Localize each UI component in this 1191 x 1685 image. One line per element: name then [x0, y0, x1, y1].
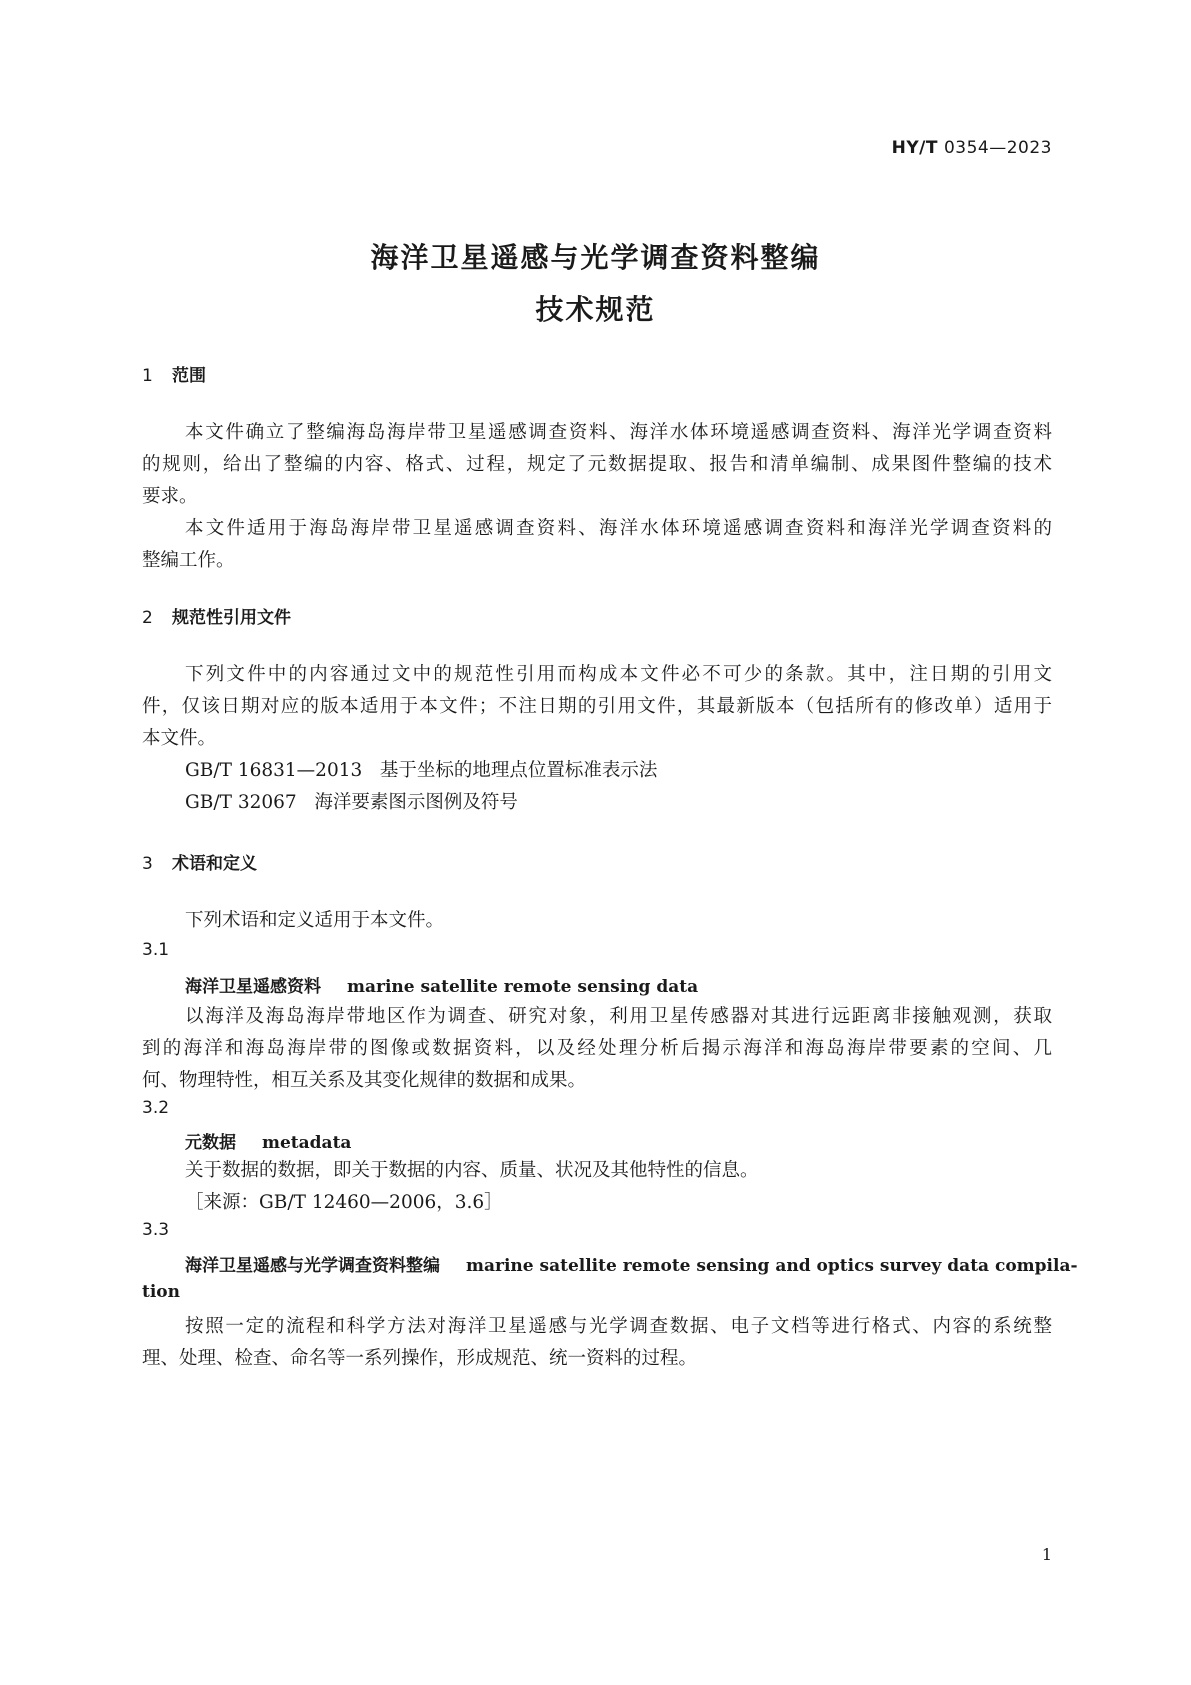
- document-title-line-2: 技术规范: [535, 293, 656, 326]
- term-number: 3.2: [142, 1098, 170, 1118]
- section-2-heading: [142, 603, 291, 628]
- document-title-line-1: 海洋卫星遥感与光学调查资料整编: [370, 241, 821, 274]
- reference-title: 海洋要素图示图例及符号: [314, 792, 518, 813]
- term-en: metadata: [262, 1133, 352, 1153]
- scope-paragraph-1-line-2: 的规则，给出了整编的内容、格式、过程，规定了元数据提取、报告和清单编制、成果图件整编的技术: [142, 454, 1052, 475]
- reference-code: GB/T 32067: [185, 792, 297, 813]
- reference-item: [185, 756, 1095, 782]
- term-number: 3.3: [142, 1220, 170, 1240]
- term-zh: 海洋卫星遥感与光学调查资料整编: [185, 1256, 440, 1276]
- reference-item: [185, 788, 1095, 814]
- section-3-heading: [142, 849, 257, 874]
- term-en: marine satellite remote sensing data: [347, 977, 699, 997]
- references-paragraph-line-2: 件，仅该日期对应的版本适用于本文件；不注日期的引用文件，其最新版本（包括所有的修改单）适用于: [142, 696, 1052, 717]
- references-paragraph-line-1: 下列文件中的内容通过文中的规范性引用而构成本文件必不可少的条款。其中，注日期的引用文: [185, 664, 1052, 685]
- section-1-heading: [142, 361, 206, 386]
- terms-intro: 下列术语和定义适用于本文件。: [185, 910, 445, 931]
- scope-paragraph-1-line-1: 本文件确立了整编海岛海岸带卫星遥感调查资料、海洋水体环境遥感调查资料、海洋光学调查资料: [185, 422, 1052, 443]
- page-number: 1: [1041, 1545, 1052, 1564]
- section-2-number: 2: [142, 608, 153, 628]
- term-definition-line: 到的海洋和海岛海岸带的图像或数据资料，以及经处理分析后揭示海洋和海岛海岸带要素的空间、几: [142, 1038, 1052, 1059]
- term-en-continuation: [142, 1282, 180, 1302]
- term-source: ［来源：GB/T 12460—2006，3.6］: [185, 1192, 503, 1213]
- term-definition-line: 按照一定的流程和科学方法对海洋卫星遥感与光学调查数据、电子文档等进行格式、内容的系统整: [185, 1316, 1052, 1337]
- term-definition-line: 关于数据的数据，即关于数据的内容、质量、状况及其他特性的信息。: [185, 1160, 759, 1181]
- standard-prefix: HY/T: [891, 138, 938, 158]
- term-definition-line: 何、物理特性，相互关系及其变化规律的数据和成果。: [142, 1070, 587, 1091]
- term-definition-line: 理、处理、检查、命名等一系列操作，形成规范、统一资料的过程。: [142, 1348, 698, 1369]
- term-en: marine satellite remote sensing and optics survey data compila-: [466, 1256, 1078, 1276]
- section-2-title: 规范性引用文件: [172, 608, 291, 628]
- scope-paragraph-1-line-3: 要求。: [142, 486, 198, 507]
- section-1-title: 范围: [172, 366, 206, 386]
- term-en-cont: tion: [142, 1282, 181, 1302]
- scope-paragraph-2-line-2: 整编工作。: [142, 550, 235, 571]
- section-3-title: 术语和定义: [172, 854, 257, 874]
- section-1-number: 1: [142, 366, 153, 386]
- scope-paragraph-2-line-1: 本文件适用于海岛海岸带卫星遥感调查资料、海洋水体环境遥感调查资料和海洋光学调查资料的: [185, 518, 1052, 539]
- term-zh: 元数据: [185, 1133, 236, 1153]
- references-paragraph-line-3: 本文件。: [142, 728, 217, 749]
- term-heading: [185, 1128, 351, 1153]
- reference-code: GB/T 16831—2013: [185, 760, 363, 781]
- term-definition-line: 以海洋及海岛海岸带地区作为调查、研究对象，利用卫星传感器对其进行远距离非接触观测，获取: [185, 1006, 1052, 1027]
- term-number: 3.1: [142, 940, 170, 960]
- term-heading: [185, 1251, 1078, 1276]
- standard-number: 0354—2023: [943, 138, 1052, 158]
- reference-title: 基于坐标的地理点位置标准表示法: [379, 760, 658, 781]
- section-3-number: 3: [142, 854, 153, 874]
- term-heading: [185, 972, 698, 997]
- term-zh: 海洋卫星遥感资料: [185, 977, 321, 997]
- standard-code: [892, 138, 1052, 158]
